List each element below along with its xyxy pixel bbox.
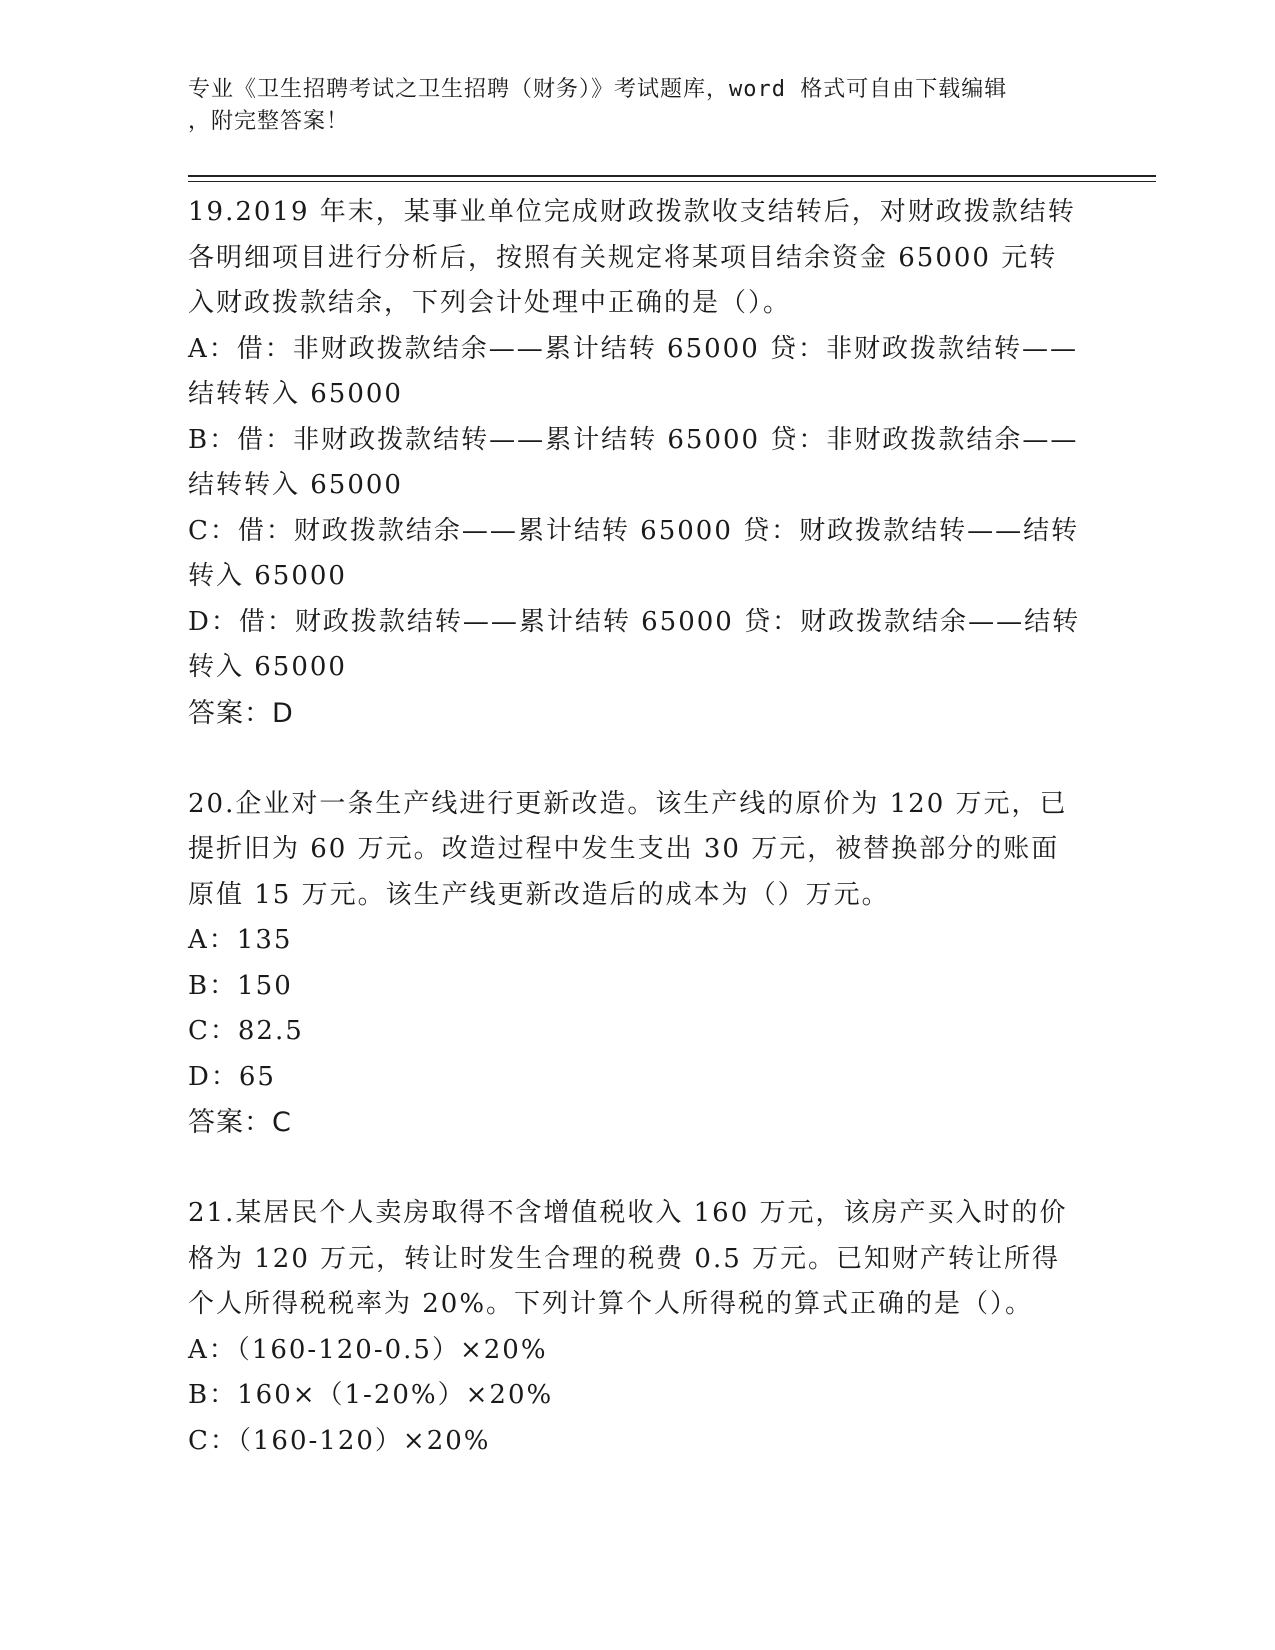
option-a-line: A：借：非财政拨款结余——累计结转 65000 贷：非财政拨款结转—— (188, 333, 1079, 364)
option-a: A：135 (188, 925, 293, 955)
question-stem-line: 个人所得税税率为 20%。下列计算个人所得税的算式正确的是（）。 (188, 1289, 1034, 1319)
option-d-line: 转入 65000 (188, 652, 347, 682)
question-stem-line: 20.企业对一条生产线进行更新改造。该生产线的原价为 120 万元，已 (188, 788, 1068, 819)
question-stem-line: 21.某居民个人卖房取得不含增值税收入 160 万元，该房产买入时的价 (188, 1198, 1068, 1228)
option-b: B：150 (188, 970, 293, 1001)
question-stem-line: 19.2019 年末，某事业单位完成财政拨款收支结转后，对财政拨款结转 (188, 197, 1076, 227)
answer-label: 答案：D (188, 697, 294, 729)
option-c: C：（160-120）×20% (188, 1425, 491, 1456)
question-stem-line: 原值 15 万元。该生产线更新改造后的成本为（）万元。 (188, 879, 890, 910)
question-stem-line: 各明细项目进行分析后，按照有关规定将某项目结余资金 65000 元转 (188, 242, 1058, 273)
option-a: A：（160-120-0.5）×20% (188, 1334, 548, 1365)
option-d: D：65 (188, 1061, 276, 1092)
option-c: C：82.5 (188, 1016, 304, 1046)
header-rule-thick (188, 175, 1156, 177)
question-spacer (188, 736, 1088, 782)
header-rule-thin (188, 181, 1156, 182)
document-header (188, 74, 1068, 138)
option-b-line: B：借：非财政拨款结转——累计结转 65000 贷：非财政拨款结余—— (188, 424, 1079, 455)
question-spacer (188, 1146, 1088, 1192)
question-19 (188, 190, 1088, 736)
header-line-1: 专业《卫生招聘考试之卫生招聘（财务）》考试题库，word 格式可自由下载编辑 (188, 77, 1008, 102)
question-stem-line: 格为 120 万元，转让时发生合理的税费 0.5 万元。已知财产转让所得 (188, 1243, 1061, 1274)
option-a-line: 结转转入 65000 (188, 379, 403, 409)
option-b: B：160×（1-20%）×20% (188, 1380, 554, 1410)
header-line-2: ，附完整答案！ (188, 109, 350, 134)
option-d-line: D：借：财政拨款结转——累计结转 65000 贷：财政拨款结余——结转 (188, 606, 1081, 637)
question-21 (188, 1191, 1088, 1464)
question-20 (188, 782, 1088, 1146)
answer-label: 答案：C (188, 1107, 292, 1138)
question-stem-line: 入财政拨款结余，下列会计处理中正确的是（）。 (188, 288, 792, 318)
option-b-line: 结转转入 65000 (188, 470, 403, 500)
question-list (188, 190, 1088, 1464)
option-c-line: 转入 65000 (188, 561, 347, 591)
option-c-line: C：借：财政拨款结余——累计结转 65000 贷：财政拨款结转——结转 (188, 515, 1080, 546)
question-stem-line: 提折旧为 60 万元。改造过程中发生支出 30 万元，被替换部分的账面 (188, 834, 1060, 864)
